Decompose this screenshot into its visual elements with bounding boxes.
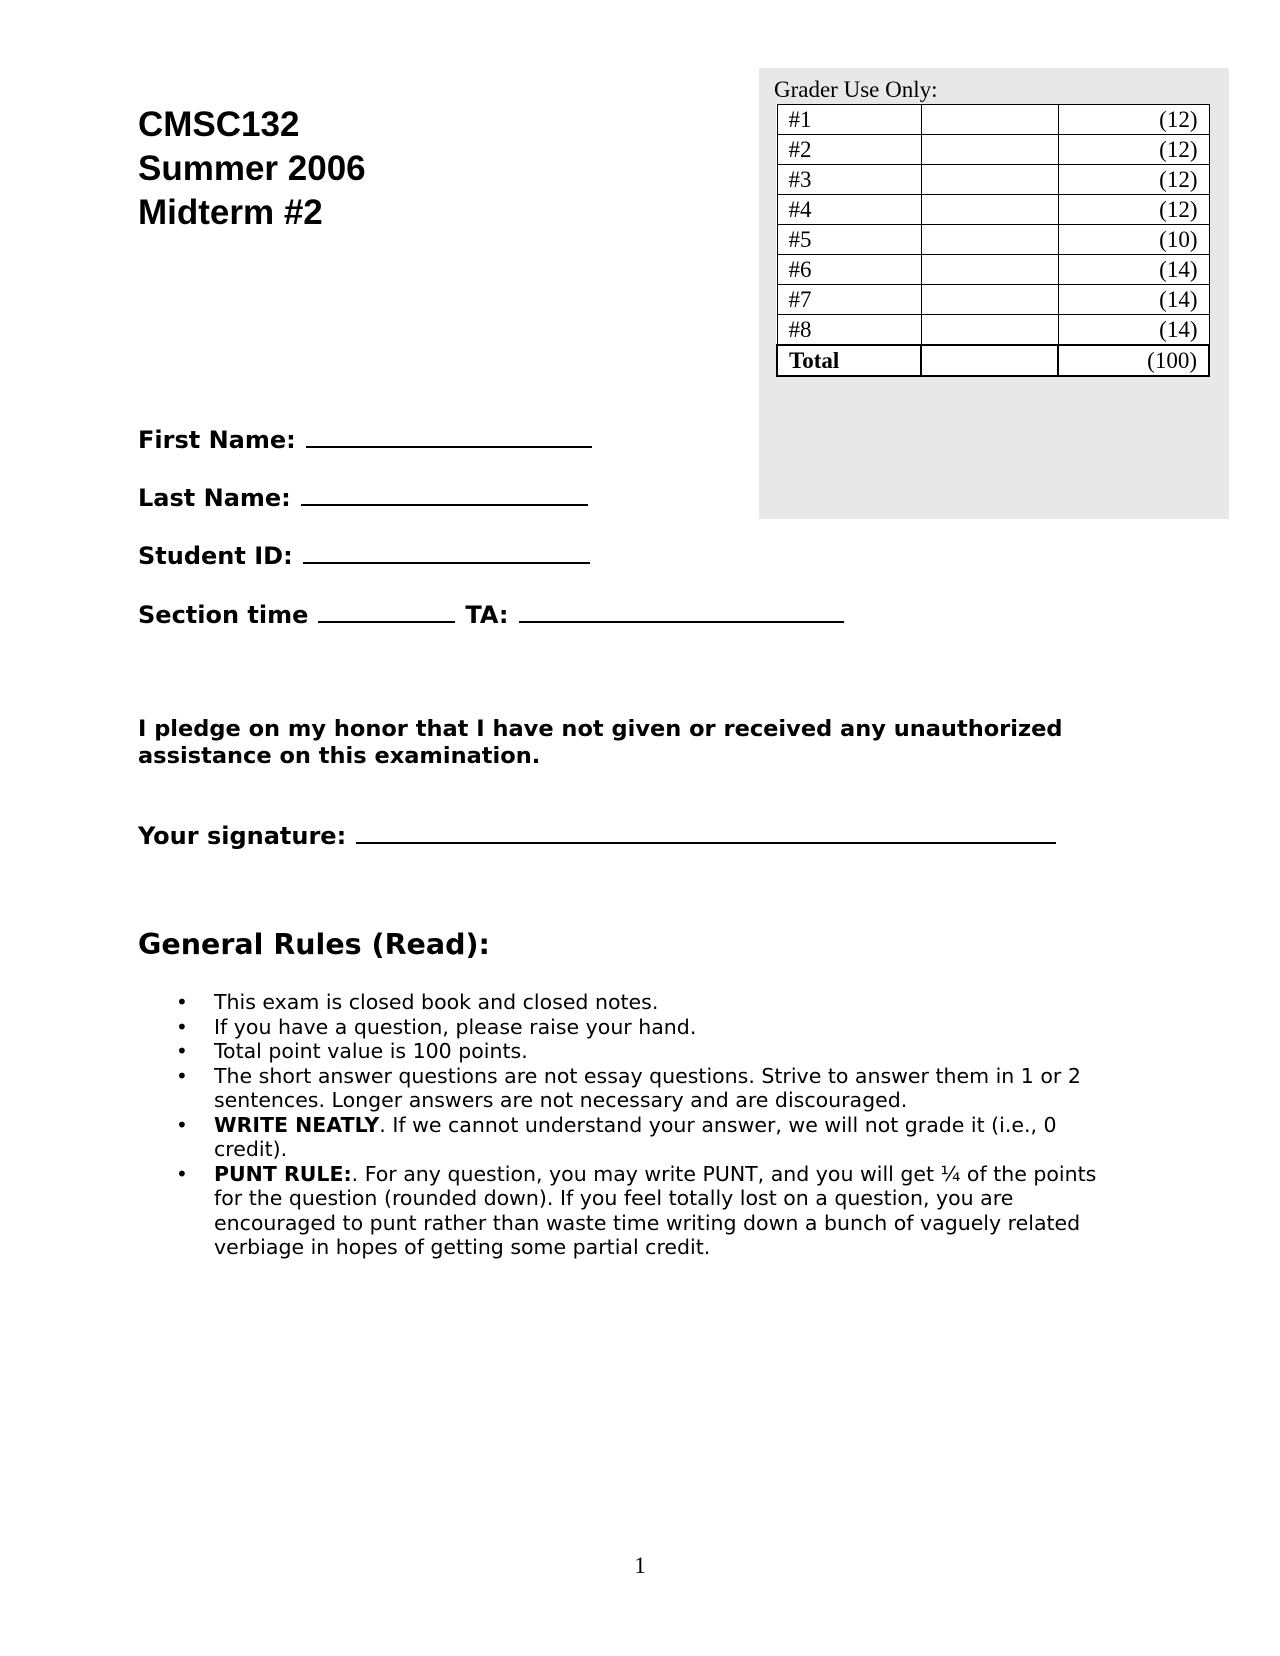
points-value: (12)	[1058, 195, 1209, 225]
rule-item	[138, 1039, 1128, 1064]
points-value: (10)	[1058, 225, 1209, 255]
grader-use-only-box	[759, 68, 1229, 519]
rule-item	[138, 990, 1128, 1015]
score-cell	[921, 105, 1058, 135]
rule-item	[138, 1064, 1128, 1113]
first-name-blank[interactable]	[306, 445, 592, 448]
rule-text: This exam is closed book and closed notes.	[214, 990, 659, 1014]
bullet-icon: •	[176, 1039, 188, 1063]
section-ta-field	[138, 601, 844, 629]
question-number: #2	[777, 135, 921, 165]
last-name-field	[138, 484, 588, 512]
rule-text: If you have a question, please raise your hand.	[214, 1014, 697, 1039]
signature-blank[interactable]	[356, 841, 1056, 844]
rule-emphasis: WRITE NEATLY	[214, 1112, 380, 1137]
points-value: (12)	[1058, 135, 1209, 165]
points-value: (14)	[1058, 255, 1209, 285]
section-time-label: Section time	[138, 601, 309, 629]
question-number: #4	[777, 195, 921, 225]
score-cell	[921, 165, 1058, 195]
general-rules-list	[138, 990, 1128, 1260]
signature-label: Your signature:	[138, 822, 347, 850]
first-name-label: First Name:	[138, 426, 296, 454]
term-title: Summer 2006	[138, 149, 366, 188]
grader-row-2	[777, 135, 1209, 165]
rule-text: . If we cannot understand your answer, we will not grade it (i.e., 0 credit).	[214, 1112, 1057, 1161]
bullet-icon: •	[176, 1112, 188, 1137]
rule-text: The short answer questions are not essay questions. Strive to answer them in 1 or 2 sentences. Longer answers are not necessary and are discouraged.	[214, 1063, 1081, 1112]
points-value: (12)	[1058, 105, 1209, 135]
score-cell	[921, 285, 1058, 315]
points-value: (12)	[1058, 165, 1209, 195]
rule-item	[138, 1162, 1128, 1260]
grader-total-row	[777, 345, 1209, 376]
question-number: #1	[777, 105, 921, 135]
grader-table	[776, 104, 1210, 377]
first-name-field	[138, 426, 592, 454]
student-id-field	[138, 542, 590, 570]
score-cell	[921, 195, 1058, 225]
rule-item	[138, 1015, 1128, 1040]
bullet-icon: •	[176, 1161, 188, 1186]
ta-blank[interactable]	[519, 620, 844, 623]
rule-text: . For any question, you may write PUNT, and you will get ¼ of the points for the question (rounded down). If you feel totally lost on a question, you are encouraged to punt rather than waste time writing down a bunch of vaguely related verbiage in hopes of getting some partial credit.	[214, 1161, 1097, 1259]
rule-emphasis: PUNT RULE:	[214, 1161, 352, 1186]
question-number: #7	[777, 285, 921, 315]
score-cell	[921, 225, 1058, 255]
grader-row-3	[777, 165, 1209, 195]
ta-label: TA:	[465, 601, 509, 629]
general-rules-heading: General Rules (Read):	[138, 928, 490, 961]
total-score-cell	[921, 345, 1058, 376]
last-name-label: Last Name:	[138, 484, 291, 512]
question-number: #3	[777, 165, 921, 195]
score-cell	[921, 315, 1058, 346]
last-name-blank[interactable]	[301, 503, 588, 506]
points-value: (14)	[1058, 315, 1209, 346]
grader-row-8	[777, 315, 1209, 346]
section-time-blank[interactable]	[318, 620, 455, 623]
course-title: CMSC132	[138, 105, 300, 144]
bullet-icon: •	[176, 1063, 188, 1088]
page-number: 1	[634, 1553, 646, 1578]
total-label: Total	[777, 345, 921, 376]
grader-row-1	[777, 105, 1209, 135]
bullet-icon: •	[176, 990, 188, 1014]
grader-row-7	[777, 285, 1209, 315]
total-points: (100)	[1058, 345, 1209, 376]
points-value: (14)	[1058, 285, 1209, 315]
grader-caption: Grader Use Only:	[774, 77, 938, 102]
grader-row-6	[777, 255, 1209, 285]
rule-item	[138, 1113, 1128, 1162]
score-cell	[921, 255, 1058, 285]
exam-title: Midterm #2	[138, 193, 323, 232]
student-id-blank[interactable]	[303, 561, 590, 564]
grader-row-4	[777, 195, 1209, 225]
grader-row-5	[777, 225, 1209, 255]
score-cell	[921, 135, 1058, 165]
student-id-label: Student ID:	[138, 542, 293, 570]
rule-text: Total point value is 100 points.	[214, 1039, 528, 1063]
question-number: #8	[777, 315, 921, 346]
signature-field	[138, 822, 1056, 850]
honor-pledge: I pledge on my honor that I have not given or received any unauthorized assistance on this examination.	[138, 716, 1063, 769]
question-number: #6	[777, 255, 921, 285]
exam-title-block	[138, 103, 366, 235]
question-number: #5	[777, 225, 921, 255]
bullet-icon: •	[176, 1014, 188, 1039]
